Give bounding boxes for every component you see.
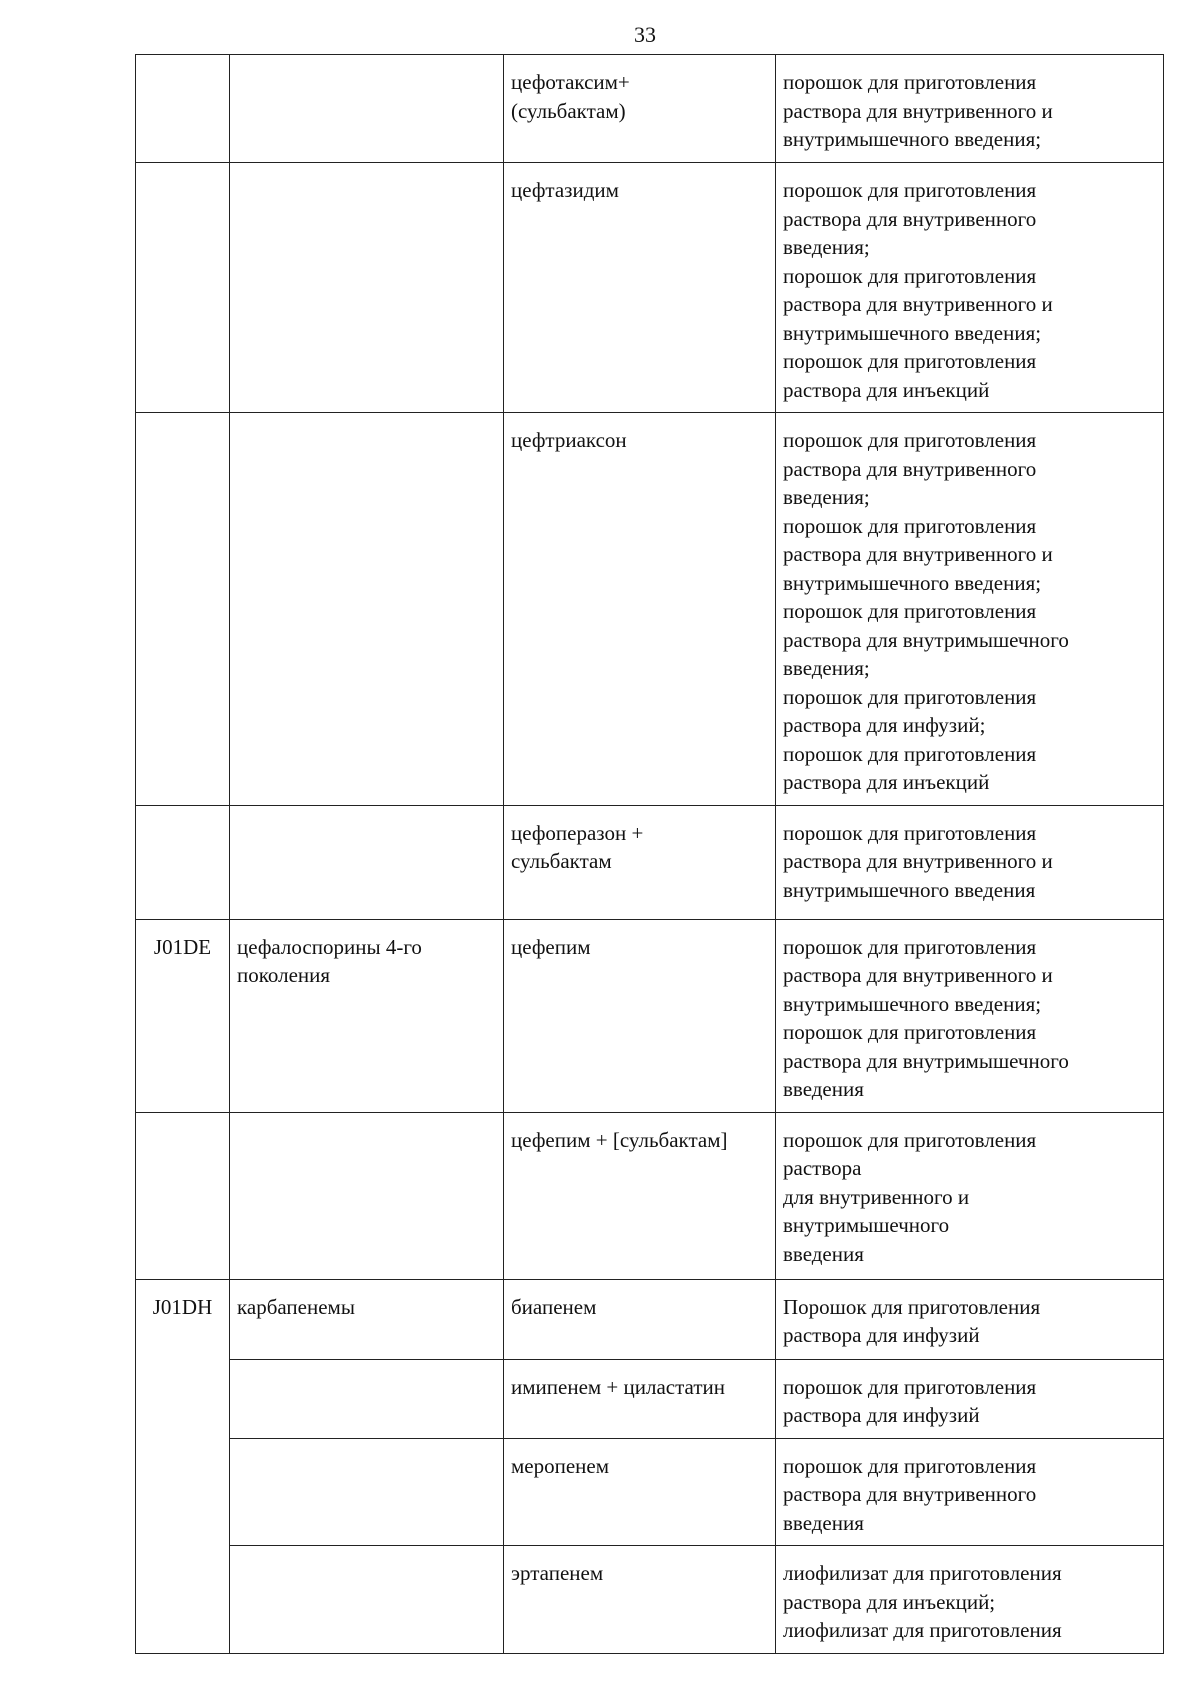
atc-code-cell <box>136 805 230 919</box>
drug-name-cell: цефтазидим <box>504 163 776 413</box>
table-row <box>136 805 1164 919</box>
table-row <box>136 1359 1164 1438</box>
dosage-form-cell: порошок для приготовления раствора для внутривенного введения; порошок для приготовления раствора для внутривенного и внутримышечного введения; порошок для приготовления раствора для инъекций <box>776 163 1164 413</box>
table-row <box>136 163 1164 413</box>
group-cell <box>230 163 504 413</box>
dosage-form-cell: порошок для приготовления раствора для внутривенного введения; порошок для приготовления раствора для внутривенного и внутримышечного введения; порошок для приготовления раствора для внутримышечного введения; порошок для приготовления раствора для инфузий; порошок для приготовления раствора для инъекций <box>776 413 1164 806</box>
drug-name-cell: цефотаксим+ (сульбактам) <box>504 55 776 163</box>
drug-name-cell: цефепим <box>504 919 776 1112</box>
group-cell <box>230 1438 504 1546</box>
drug-name-cell: меропенем <box>504 1438 776 1546</box>
table-row <box>136 1546 1164 1654</box>
table-row <box>136 1438 1164 1546</box>
atc-code-cell: J01DH <box>136 1279 230 1654</box>
group-cell <box>230 805 504 919</box>
drug-name-cell: цефтриаксон <box>504 413 776 806</box>
group-cell <box>230 55 504 163</box>
atc-code-cell <box>136 1112 230 1279</box>
dosage-form-cell: порошок для приготовления раствора для инфузий <box>776 1359 1164 1438</box>
group-cell: карбапенемы <box>230 1279 504 1359</box>
dosage-form-cell: порошок для приготовления раствора для внутривенного и внутримышечного введения <box>776 1112 1164 1279</box>
drug-name-cell: цефепим + [сульбактам] <box>504 1112 776 1279</box>
drug-name-cell: биапенем <box>504 1279 776 1359</box>
group-cell <box>230 1112 504 1279</box>
drug-name-cell: эртапенем <box>504 1546 776 1654</box>
table-row <box>136 55 1164 163</box>
group-cell <box>230 1546 504 1654</box>
dosage-form-cell: порошок для приготовления раствора для внутривенного введения <box>776 1438 1164 1546</box>
dosage-form-cell: Порошок для приготовления раствора для инфузий <box>776 1279 1164 1359</box>
atc-code-cell <box>136 55 230 163</box>
table-row <box>136 1112 1164 1279</box>
drug-name-cell: цефоперазон + сульбактам <box>504 805 776 919</box>
atc-code-cell: J01DE <box>136 919 230 1112</box>
table-row <box>136 919 1164 1112</box>
dosage-form-cell: порошок для приготовления раствора для внутривенного и внутримышечного введения; <box>776 55 1164 163</box>
atc-code-cell <box>136 413 230 806</box>
page-number: 33 <box>634 22 656 47</box>
table-row <box>136 413 1164 806</box>
drug-name-cell: имипенем + циластатин <box>504 1359 776 1438</box>
group-cell <box>230 1359 504 1438</box>
group-cell: цефалоспорины 4-го поколения <box>230 919 504 1112</box>
dosage-form-cell: порошок для приготовления раствора для внутривенного и внутримышечного введения <box>776 805 1164 919</box>
table-row <box>136 1279 1164 1359</box>
group-cell <box>230 413 504 806</box>
drug-table <box>135 54 1164 1654</box>
atc-code-cell <box>136 163 230 413</box>
dosage-form-cell: лиофилизат для приготовления раствора для инъекций; лиофилизат для приготовления <box>776 1546 1164 1654</box>
dosage-form-cell: порошок для приготовления раствора для внутривенного и внутримышечного введения; порошок для приготовления раствора для внутримышечного введения <box>776 919 1164 1112</box>
